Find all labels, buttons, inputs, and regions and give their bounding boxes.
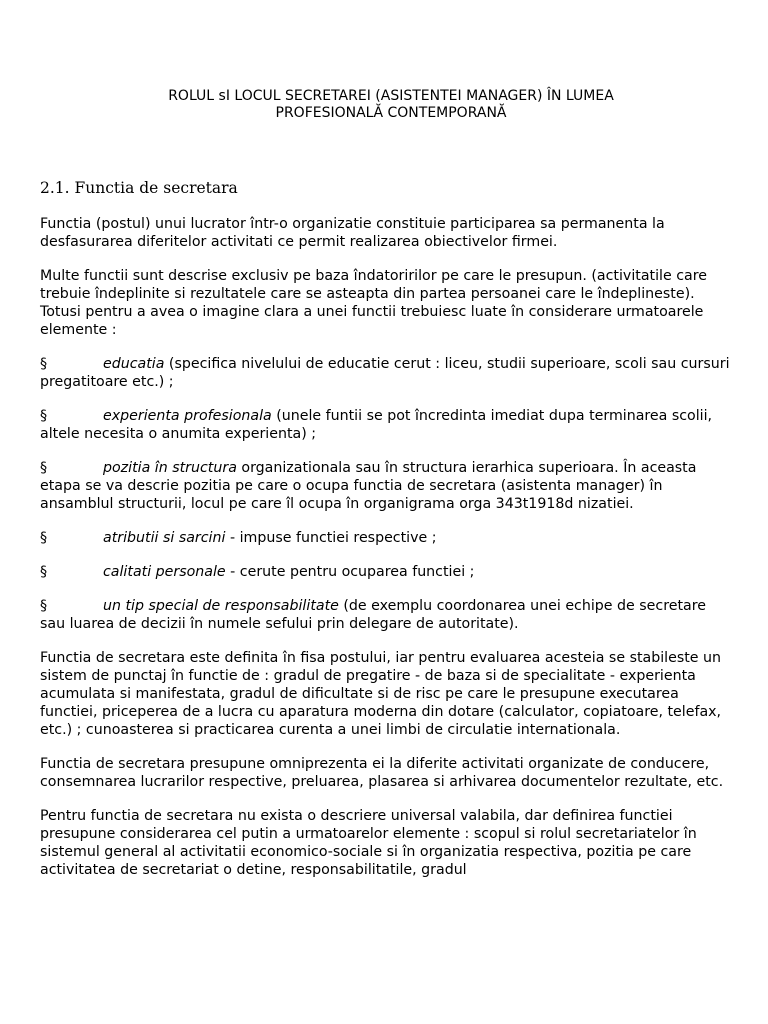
bullet-text: (specifica nivelului de educatie cerut : liceu, studii superioare, scoli sau cursuri pregatitoare etc.) ; [40, 356, 730, 390]
paragraph: Multe functii sunt descrise exclusiv pe baza îndatoririlor pe care le presupun. (activitatile care trebuie îndeplinite si rezultatele care se asteapta din partea persoanei care le îndeplineste). Totusi pentru a avea o imagine clara a unei functii trebuiesc luate în considerare urmatoarele elemente : [40, 268, 707, 338]
bullet-text: organizationala sau în structura ierarhica superioara. În aceasta etapa se va descrie pozitia pe care o ocupa functia de secretara (asistenta manager) în ansamblul structurii, locul pe care îl ocupa în organigrama orga 343t1918d nizatiei. [40, 460, 697, 512]
bullet-symbol: § [40, 460, 48, 476]
paragraph: Functia de secretara este definita în fisa postului, iar pentru evaluarea acesteia se stabileste un sistem de punctaj în functie de : gradul de pregatire - de baza si de specialitate - experienta acumulata si manifestata, gradul de dificultate si de risc pe care le presupune executarea functiei, priceperea de a lucra cu aparatura moderna din dotare (calculator, copiatoare, telefax, etc.) ; cunoasterea si practicarea curenta a unei limbi de circulatie internationala. [40, 650, 722, 738]
bullet-item [40, 355, 734, 391]
bullet-symbol: § [40, 530, 48, 546]
bullet-item [40, 563, 734, 581]
title-line-1: ROLUL sI LOCUL SECRETAREI (ASISTENTEI MANAGER) ÎN LUMEA [168, 88, 614, 104]
document-title [40, 88, 734, 122]
bullet-term: pozitia în structura [103, 460, 237, 476]
bullet-item [40, 459, 734, 513]
bullet-item [40, 407, 734, 443]
bullet-item [40, 597, 734, 633]
section-heading: 2.1. Functia de secretara [40, 179, 238, 197]
bullet-text: (unele funtii se pot încredinta imediat dupa terminarea scolii, altele necesita o anumita experienta) ; [40, 408, 713, 442]
bullet-item [40, 529, 734, 547]
paragraph: Functia (postul) unui lucrator într-o organizatie constituie participarea sa permanenta la desfasurarea diferitelor activitati ce permit realizarea obiectivelor firmei. [40, 216, 665, 250]
bullet-symbol: § [40, 408, 48, 424]
bullet-symbol: § [40, 564, 48, 580]
bullet-text: - cerute pentru ocuparea functiei ; [225, 564, 475, 580]
bullet-term: un tip special de responsabilitate [103, 598, 339, 614]
bullet-text: - impuse functiei respective ; [225, 530, 437, 546]
bullet-term: calitati personale [103, 564, 226, 580]
title-line-2: PROFESIONALĂ CONTEMPORANĂ [275, 105, 507, 121]
bullet-term: educatia [103, 356, 165, 372]
paragraph: Pentru functia de secretara nu exista o descriere universal valabila, dar definirea functiei presupune considerarea cel putin a urmatoarelor elemente : scopul si rolul secretariatelor în sistemul general al activitatii economico-sociale si în organizatia respectiva, pozitia pe care activitatea de secretariat o detine, responsabilitatile, gradul [40, 808, 697, 878]
paragraph: Functia de secretara presupune omniprezenta ei la diferite activitati organizate de conducere, consemnarea lucrarilor respective, preluarea, plasarea si arhivarea documentelor rezultate, etc. [40, 756, 724, 790]
bullet-symbol: § [40, 356, 48, 372]
bullet-term: atributii si sarcini [103, 530, 226, 546]
bullet-term: experienta profesionala [103, 408, 272, 424]
bullet-text: (de exemplu coordonarea unei echipe de secretare sau luarea de decizii în numele sefului prin delegare de autoritate). [40, 598, 706, 632]
bullet-symbol: § [40, 598, 48, 614]
